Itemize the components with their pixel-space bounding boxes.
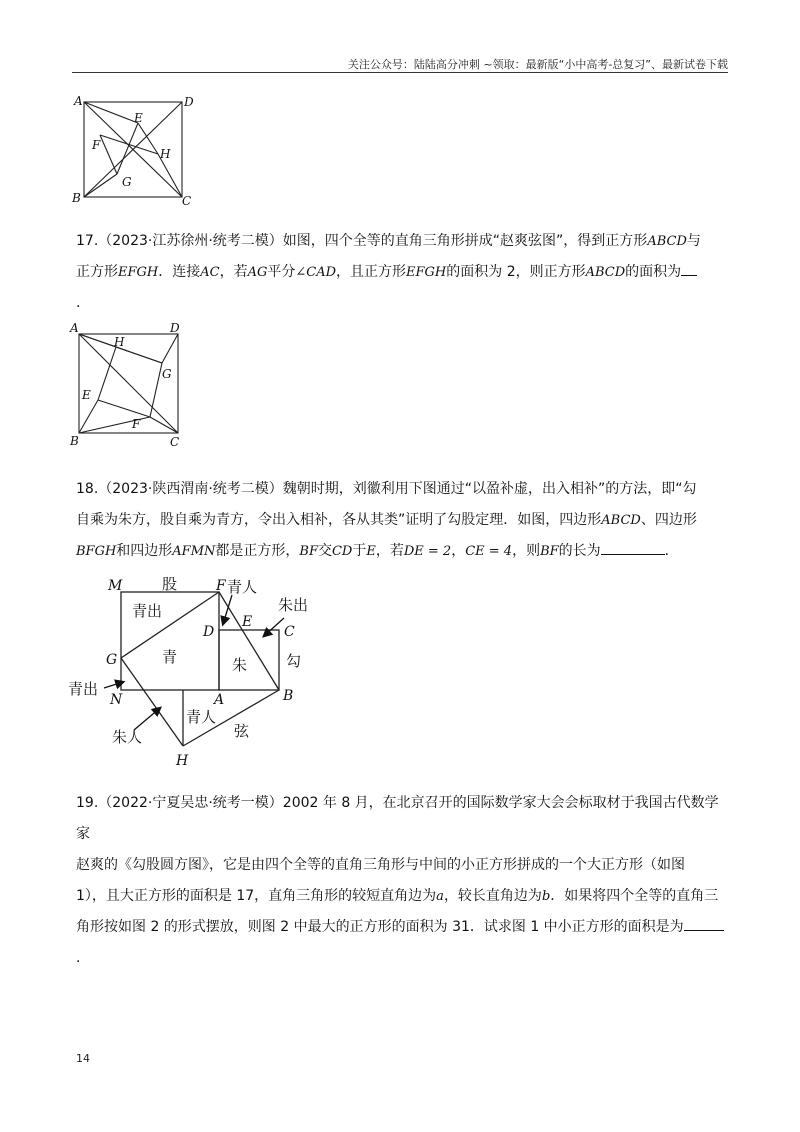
line-FG — [100, 135, 117, 174]
line-HA — [79, 334, 116, 347]
label-G: G — [122, 175, 132, 189]
math: ∠CAD — [295, 265, 337, 280]
text: 如图，四个全等的直角三角形拼成“赵爽弦图”，得到正方形 — [282, 233, 648, 249]
page-number: 14 — [76, 1052, 90, 1065]
math: CE = 4 — [465, 544, 513, 559]
text: 、四边形 — [640, 512, 697, 528]
line-BE — [79, 400, 98, 433]
page-header: 关注公众号：陆陆高分冲刺 ~领取：最新版“小中高考-总复习”、最新试卷下载 — [347, 58, 728, 71]
text: 魏朝时期，刘徽利用下图通过“以盈补虚，出入相补”的方法，即“勾 — [282, 481, 697, 497]
text: ，若 — [219, 264, 248, 280]
math: E — [366, 544, 376, 559]
text: ．连接 — [158, 264, 201, 280]
text: 1），且大正方形的面积是 17，直角三角形的较短直角边为 — [76, 888, 437, 904]
text: 的面积为 2，则正方形 — [446, 264, 586, 280]
text: . — [76, 950, 81, 966]
square-ABCD — [219, 630, 279, 690]
question-number: 17. — [76, 233, 99, 249]
line-GF — [150, 363, 162, 417]
question-source: （2023·陕西渭南·统考二模） — [98, 481, 283, 497]
text: 赵爽的《勾股圆方图》，它是由四个全等的直角三角形与中间的小正方形拼成的一个大正方形（如图 — [76, 857, 685, 873]
text: . — [76, 295, 81, 311]
question-source: （2022·宁夏吴忠·统考一模） — [98, 795, 283, 811]
text: 2002 年 8 月，在北京召开的国际数学家大会会标取材于我国古代数学家 — [76, 795, 719, 842]
figure-18-liu-hui-diagram — [66, 570, 326, 775]
question-number: 18. — [76, 481, 99, 497]
label-E: E — [242, 614, 253, 630]
text: 与 — [686, 233, 701, 249]
line-AE — [84, 102, 138, 123]
math: ABCD — [601, 513, 641, 528]
text: ， — [451, 543, 466, 559]
figure-17-zhao-shuang-diagram — [66, 320, 192, 450]
text: ．如果将四个全等的直角三 — [550, 888, 719, 904]
question-17 — [76, 226, 726, 319]
line-AC — [79, 334, 178, 433]
label-zhuru: 朱人 — [112, 728, 143, 746]
label-gu: 股 — [162, 575, 178, 593]
answer-blank[interactable] — [601, 540, 665, 555]
label-zhuchu: 朱出 — [278, 596, 309, 614]
label-F: F — [92, 138, 101, 152]
label-qingru-top: 青人 — [227, 578, 258, 596]
arrow-qingru-top — [223, 595, 232, 624]
arrow-zhuru — [134, 708, 160, 730]
question-19 — [76, 788, 726, 974]
text: 和四边形 — [116, 543, 173, 559]
label-gou: 勾 — [286, 652, 302, 670]
label-G: G — [162, 367, 172, 381]
text: 的长为 — [558, 543, 601, 559]
header-divider — [72, 72, 728, 73]
math: CD — [331, 544, 353, 559]
line-HG — [116, 347, 162, 363]
label-qingchu-top: 青出 — [132, 602, 163, 620]
label-F: F — [132, 417, 141, 431]
question-18 — [76, 474, 726, 567]
math: BF — [299, 544, 318, 559]
math: b — [541, 889, 551, 904]
text: 交 — [317, 543, 332, 559]
text: 都是正方形， — [215, 543, 300, 559]
line-GB — [84, 174, 117, 197]
text: ，较长直角边为 — [443, 888, 542, 904]
question-source: （2023·江苏徐州·统考二模） — [98, 233, 283, 249]
label-A: A — [74, 94, 83, 108]
text: 的面积为 — [625, 264, 682, 280]
math: BF — [540, 544, 559, 559]
label-C: C — [170, 435, 180, 449]
math: AFMN — [172, 544, 216, 559]
math: EFGH — [118, 265, 159, 280]
arrow-zhuchu — [264, 618, 284, 636]
label-H: H — [160, 147, 171, 161]
label-E: E — [82, 388, 91, 402]
math: ABCD — [647, 234, 687, 249]
label-qingchu-left: 青出 — [68, 680, 99, 698]
label-B: B — [70, 434, 79, 448]
label-C: C — [182, 194, 192, 207]
text: 自乘为朱方，股自乘为青方，令出入相补，各从其类”证明了勾股定理．如图，四边形 — [76, 512, 602, 528]
line-FH — [100, 135, 158, 154]
text: 正方形 — [76, 264, 118, 280]
text: . — [664, 543, 670, 559]
figure-16-zhao-shuang-diagram — [70, 92, 200, 207]
text: ，若 — [375, 543, 404, 559]
label-E: E — [134, 111, 143, 125]
line-EF — [98, 400, 150, 417]
label-H: H — [176, 753, 189, 769]
text: 角形按如图 2 的形式摆放，则图 2 中最大的正方形的面积为 31．试求图 1 中小正方形的面积是为 — [76, 919, 684, 935]
text: ，且正方形 — [336, 264, 407, 280]
label-D: D — [184, 95, 194, 109]
label-A: A — [70, 321, 79, 335]
label-xian: 弦 — [234, 722, 250, 740]
line-EG — [117, 123, 138, 174]
math: a — [436, 889, 444, 904]
answer-blank[interactable] — [681, 261, 697, 276]
label-D: D — [203, 624, 215, 640]
label-H: H — [114, 335, 125, 349]
math: AG — [247, 265, 268, 280]
math: ABCD — [585, 265, 626, 280]
label-M: M — [108, 578, 123, 594]
arrow-qingchu-left — [104, 682, 123, 688]
line-DG — [162, 334, 178, 363]
answer-blank[interactable] — [684, 916, 724, 931]
label-C: C — [284, 624, 295, 640]
math: AC — [200, 265, 220, 280]
math: BFGH — [76, 544, 117, 559]
question-number: 19. — [76, 795, 99, 811]
math: DE = 2 — [403, 544, 452, 559]
label-qing: 青 — [162, 648, 178, 666]
label-F: F — [216, 578, 226, 594]
label-qingru-bottom: 青人 — [186, 708, 217, 726]
label-G: G — [106, 652, 118, 668]
math: EFGH — [406, 265, 447, 280]
label-N: N — [110, 692, 123, 708]
label-B: B — [283, 688, 294, 704]
label-D: D — [170, 321, 180, 335]
label-A: A — [214, 692, 225, 708]
text: 于 — [352, 543, 367, 559]
label-zhu: 朱 — [232, 656, 248, 674]
label-B: B — [72, 191, 81, 205]
text: ，则 — [512, 543, 541, 559]
text: 平分 — [267, 264, 296, 280]
